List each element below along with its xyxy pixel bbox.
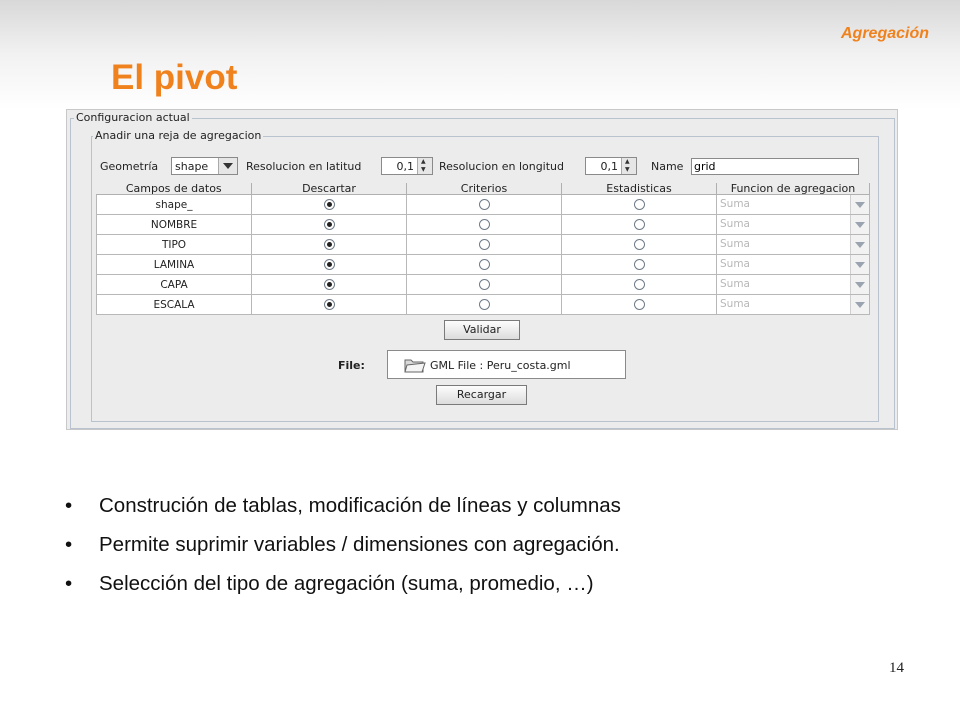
descartar-cell (252, 255, 407, 275)
descartar-radio[interactable] (324, 299, 335, 310)
field-name-cell: shape_ (97, 195, 252, 215)
funcion-value: Suma (720, 218, 750, 230)
outer-legend: Configuracion actual (76, 111, 190, 124)
field-name-cell: ESCALA (97, 295, 252, 315)
bullet-text: Permite suprimir variables / dimensiones con agregación. (99, 533, 620, 556)
bullet-item (65, 572, 621, 611)
estadisticas-cell (562, 235, 717, 255)
lat-spinner[interactable] (381, 157, 433, 175)
chevron-down-icon[interactable] (850, 215, 869, 234)
table-row (97, 275, 870, 295)
estadisticas-cell (562, 195, 717, 215)
bullet-list (65, 494, 621, 611)
funcion-value: Suma (720, 278, 750, 290)
descartar-cell (252, 235, 407, 255)
column-header: Estadisticas (562, 183, 717, 195)
descartar-radio[interactable] (324, 279, 335, 290)
column-header: Funcion de agregacion (717, 183, 870, 195)
table-header-row (97, 183, 870, 195)
bullet-marker: • (65, 572, 73, 595)
funcion-value: Suma (720, 198, 750, 210)
estadisticas-radio[interactable] (634, 259, 645, 270)
funcion-cell (717, 255, 870, 275)
inner-legend: Anadir una reja de agregacion (95, 129, 262, 142)
lon-label: Resolucion en longitud (439, 160, 565, 173)
section-label: Agregación (840, 25, 929, 42)
column-header: Descartar (252, 183, 407, 195)
criterios-cell (407, 235, 562, 255)
bullet-item (65, 494, 621, 533)
spinner-arrows-icon[interactable]: ▲ ▼ (417, 158, 432, 174)
name-input[interactable] (692, 159, 858, 174)
estadisticas-cell (562, 255, 717, 275)
name-field[interactable] (691, 158, 859, 175)
spinner-arrows-icon[interactable]: ▲ ▼ (621, 158, 636, 174)
criterios-cell (407, 275, 562, 295)
bullet-marker: • (65, 494, 73, 517)
pivot-config-panel (66, 109, 898, 430)
descartar-radio[interactable] (324, 219, 335, 230)
funcion-cell (717, 235, 870, 255)
descartar-cell (252, 295, 407, 315)
geometria-select[interactable] (171, 157, 238, 175)
column-header: Campos de datos (97, 183, 252, 195)
descartar-radio[interactable] (324, 199, 335, 210)
table-row (97, 255, 870, 275)
descartar-radio[interactable] (324, 239, 335, 250)
criterios-cell (407, 195, 562, 215)
funcion-select[interactable] (717, 295, 869, 314)
lon-spinner[interactable] (585, 157, 637, 175)
lat-label: Resolucion en latitud (246, 160, 362, 173)
lat-value: 0,1 (396, 160, 414, 173)
funcion-cell (717, 295, 870, 315)
criterios-radio[interactable] (479, 299, 490, 310)
funcion-cell (717, 275, 870, 295)
bullet-item (65, 533, 621, 572)
file-label: File: (338, 359, 365, 372)
criterios-cell (407, 255, 562, 275)
criterios-cell (407, 295, 562, 315)
criterios-radio[interactable] (479, 259, 490, 270)
funcion-select[interactable] (717, 235, 869, 254)
criterios-cell (407, 215, 562, 235)
chevron-down-icon[interactable] (850, 295, 869, 314)
estadisticas-radio[interactable] (634, 219, 645, 230)
estadisticas-radio[interactable] (634, 299, 645, 310)
funcion-cell (717, 215, 870, 235)
funcion-cell (717, 195, 870, 215)
field-name-cell: CAPA (97, 275, 252, 295)
field-name-cell: NOMBRE (97, 215, 252, 235)
estadisticas-cell (562, 295, 717, 315)
lon-value: 0,1 (600, 160, 618, 173)
bullet-marker: • (65, 533, 73, 556)
aggregation-table (96, 183, 870, 315)
file-name: GML File : Peru_costa.gml (430, 359, 571, 372)
estadisticas-radio[interactable] (634, 199, 645, 210)
chevron-down-icon[interactable] (850, 235, 869, 254)
estadisticas-cell (562, 275, 717, 295)
name-label: Name (651, 160, 684, 173)
table-row (97, 235, 870, 255)
field-name-cell: LAMINA (97, 255, 252, 275)
validar-button[interactable]: Validar (444, 320, 520, 340)
chevron-down-icon[interactable] (850, 275, 869, 294)
file-display[interactable] (387, 350, 626, 379)
criterios-radio[interactable] (479, 199, 490, 210)
table-row (97, 195, 870, 215)
recargar-button[interactable]: Recargar (436, 385, 527, 405)
funcion-select[interactable] (717, 195, 869, 214)
funcion-select[interactable] (717, 275, 869, 294)
column-header: Criterios (407, 183, 562, 195)
funcion-value: Suma (720, 258, 750, 270)
chevron-down-icon[interactable] (850, 195, 869, 214)
criterios-radio[interactable] (479, 239, 490, 250)
descartar-cell (252, 195, 407, 215)
descartar-cell (252, 275, 407, 295)
chevron-down-icon[interactable] (850, 255, 869, 274)
descartar-cell (252, 215, 407, 235)
estadisticas-cell (562, 215, 717, 235)
criterios-radio[interactable] (479, 219, 490, 230)
funcion-value: Suma (720, 298, 750, 310)
bullet-text: Construción de tablas, modificación de líneas y columnas (99, 494, 621, 517)
bullet-text: Selección del tipo de agregación (suma, promedio, …) (99, 572, 594, 595)
funcion-value: Suma (720, 238, 750, 250)
descartar-radio[interactable] (324, 259, 335, 270)
geometria-label: Geometría (100, 160, 159, 173)
table-row (97, 295, 870, 315)
table-row (97, 215, 870, 235)
funcion-select[interactable] (717, 215, 869, 234)
geometria-value: shape (175, 160, 209, 173)
chevron-down-icon[interactable] (218, 158, 237, 174)
field-name-cell: TIPO (97, 235, 252, 255)
funcion-select[interactable] (717, 255, 869, 274)
criterios-radio[interactable] (479, 279, 490, 290)
folder-icon (404, 356, 426, 374)
estadisticas-radio[interactable] (634, 279, 645, 290)
page-number: 14 (889, 660, 904, 676)
page-title: El pivot (111, 58, 238, 97)
estadisticas-radio[interactable] (634, 239, 645, 250)
